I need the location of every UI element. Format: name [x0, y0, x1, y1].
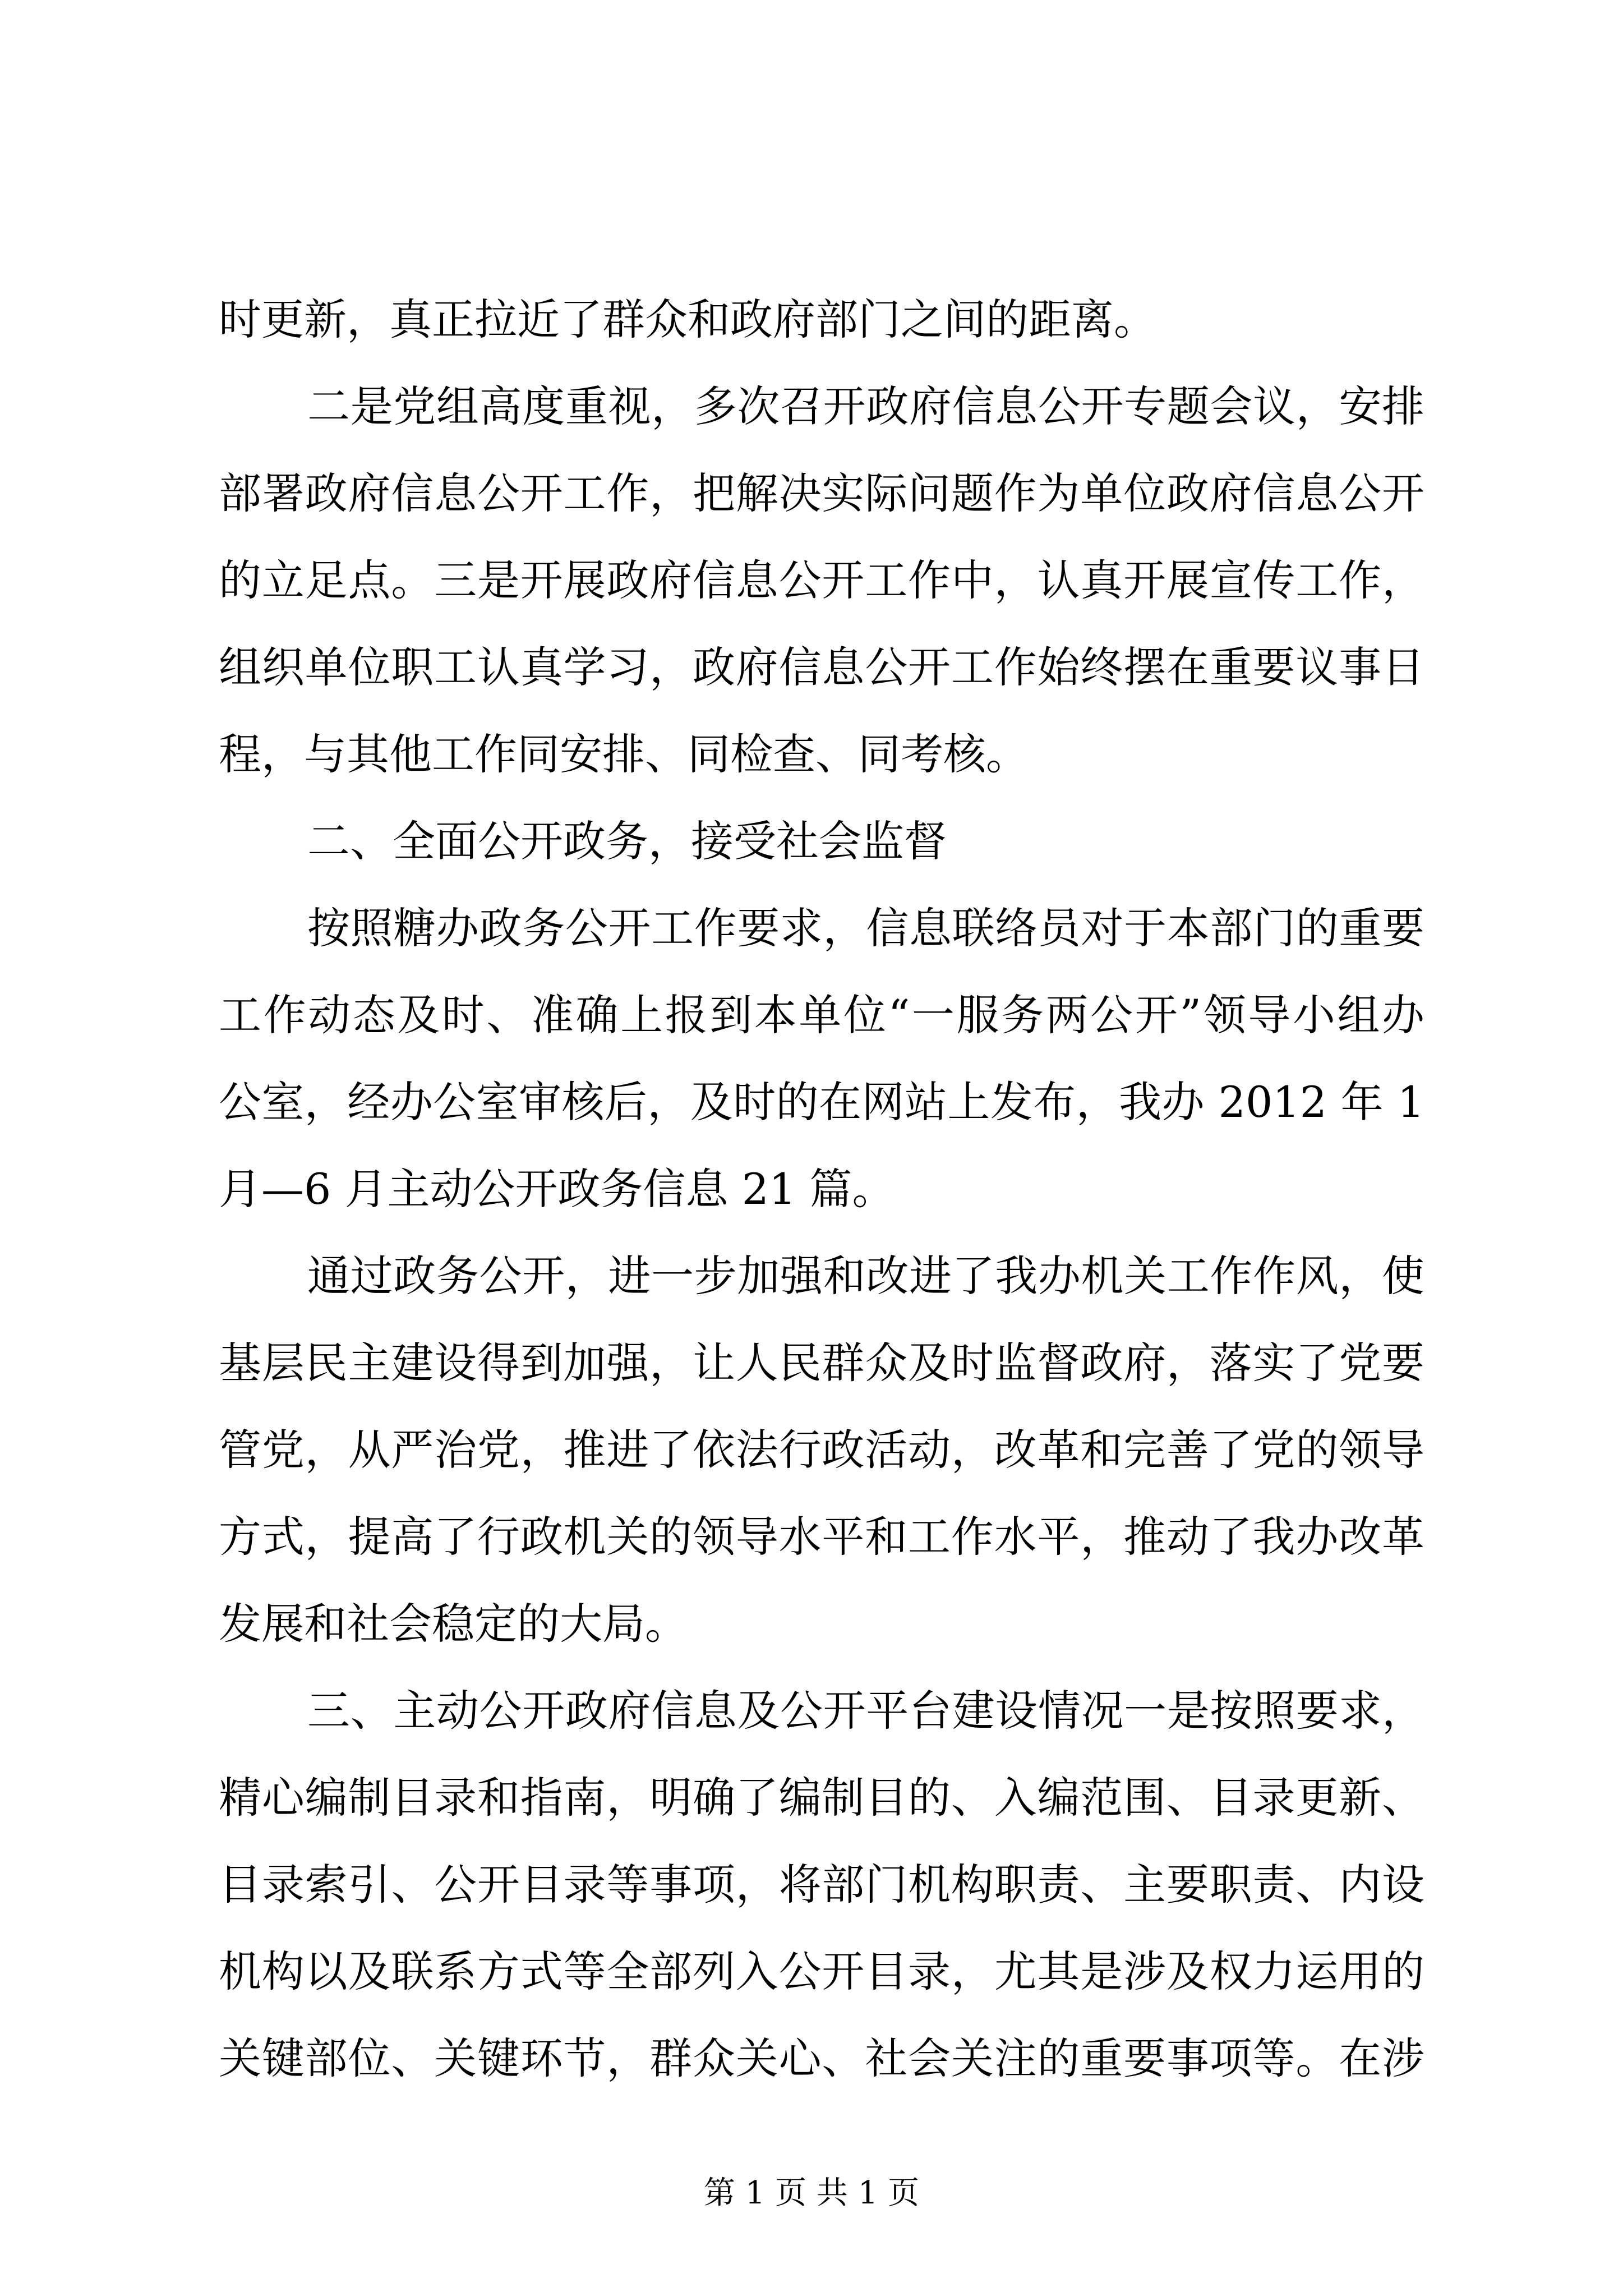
text-line: 部署政府信息公开工作，把解决实际问题作为单位政府信息公开: [219, 468, 1424, 518]
paragraph-line: 按照糖办政务公开工作要求，信息联络员对于本部门的重要: [307, 903, 1424, 953]
paragraph-line: 二是党组高度重视，多次召开政府信息公开专题会议，安排: [307, 381, 1424, 431]
text-line: 程，与其他工作同安排、同检查、同考核。: [219, 729, 1029, 779]
text-line: 发展和社会稳定的大局。: [219, 1599, 688, 1649]
text-line: 组织单位职工认真学习，政府信息公开工作始终摆在重要议事日: [219, 642, 1424, 692]
text-line: 工作动态及时、准确上报到本单位“一服务两公开”领导小组办: [219, 990, 1424, 1040]
text-line: 管党，从严治党，推进了依法行政活动，改革和完善了党的领导: [219, 1425, 1424, 1475]
paragraph-line: 通过政务公开，进一步加强和改进了我办机关工作作风，使: [307, 1251, 1424, 1301]
text-line: 月—6 月主动公开政务信息 21 篇。: [219, 1164, 895, 1214]
section-heading: 三、主动公开政府信息及公开平台建设情况一是按照要求，: [307, 1686, 1424, 1736]
text-line: 方式，提高了行政机关的领导水平和工作水平，推动了我办改革: [219, 1512, 1424, 1562]
text-line: 关键部位、关键环节，群众关心、社会关注的重要事项等。在涉: [219, 2033, 1424, 2083]
text-line: 目录索引、公开目录等事项，将部门机构职责、主要职责、内设: [219, 1860, 1424, 1910]
text-line: 时更新，真正拉近了群众和政府部门之间的距离。: [219, 295, 1156, 344]
text-line: 机构以及联系方式等全部列入公开目录，尤其是涉及权力运用的: [219, 1947, 1424, 1996]
page-footer: 第 1 页 共 1 页: [703, 2175, 920, 2211]
text-line: 基层民主建设得到加强，让人民群众及时监督政府，落实了党要: [219, 1338, 1424, 1388]
text-line: 精心编制目录和指南，明确了编制目的、入编范围、目录更新、: [219, 1773, 1424, 1823]
text-line: 的立足点。三是开展政府信息公开工作中，认真开展宣传工作，: [219, 555, 1424, 605]
text-line: 公室，经办公室审核后，及时的在网站上发布，我办 2012 年 1: [219, 1077, 1424, 1127]
section-heading: 二、全面公开政务，接受社会监督: [307, 816, 947, 866]
